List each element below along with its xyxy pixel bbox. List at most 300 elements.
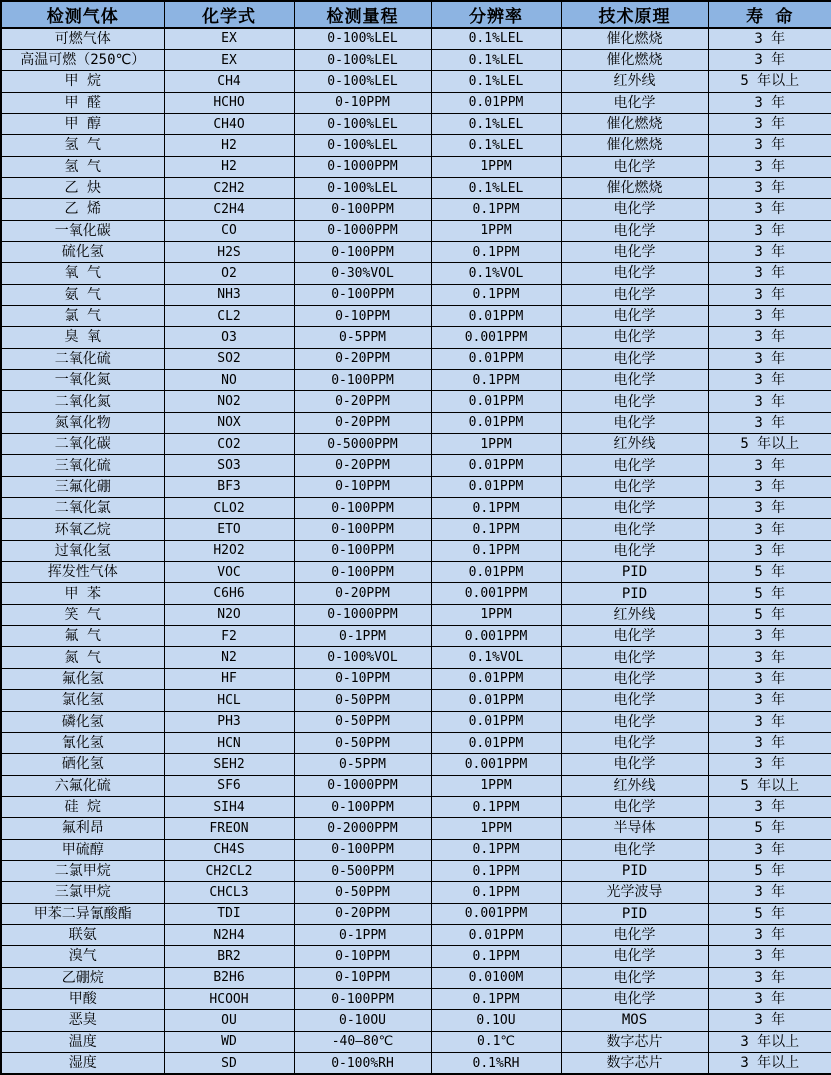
table-row	[1, 412, 831, 433]
formula-cell: NH3	[164, 284, 294, 305]
resolution-cell: 0.01PPM	[431, 455, 561, 476]
principle-cell: 催化燃烧	[561, 113, 708, 134]
table-row	[1, 818, 831, 839]
range-cell: 0-100PPM	[294, 498, 431, 519]
formula-cell: SO2	[164, 348, 294, 369]
principle-cell: 电化学	[561, 391, 708, 412]
range-cell: 0-100PPM	[294, 839, 431, 860]
principle-cell: PID	[561, 562, 708, 583]
table-row	[1, 540, 831, 561]
table-row	[1, 113, 831, 134]
formula-cell: O3	[164, 327, 294, 348]
formula-cell: SO3	[164, 455, 294, 476]
range-cell: 0-20PPM	[294, 412, 431, 433]
resolution-cell: 0.01PPM	[431, 305, 561, 326]
gas-name-cell: 乙 炔	[1, 177, 164, 198]
principle-cell: 电化学	[561, 668, 708, 689]
resolution-cell: 0.1PPM	[431, 988, 561, 1009]
lifespan-cell: 3 年	[708, 113, 831, 134]
formula-cell: HCL	[164, 690, 294, 711]
lifespan-cell: 3 年	[708, 177, 831, 198]
range-cell: -40—80℃	[294, 1031, 431, 1052]
lifespan-cell: 3 年	[708, 690, 831, 711]
range-cell: 0-100%LEL	[294, 135, 431, 156]
formula-cell: N2	[164, 647, 294, 668]
range-cell: 0-10PPM	[294, 92, 431, 113]
resolution-cell: 1PPM	[431, 775, 561, 796]
gas-name-cell: 氨 气	[1, 284, 164, 305]
gas-name-cell: 硅 烷	[1, 796, 164, 817]
table-row	[1, 924, 831, 945]
table-row	[1, 754, 831, 775]
principle-cell: 电化学	[561, 988, 708, 1009]
table-row	[1, 348, 831, 369]
table-row	[1, 690, 831, 711]
range-cell: 0-1PPM	[294, 924, 431, 945]
formula-cell: HF	[164, 668, 294, 689]
resolution-cell: 0.01PPM	[431, 562, 561, 583]
formula-cell: CO	[164, 220, 294, 241]
formula-cell: H2O2	[164, 540, 294, 561]
range-cell: 0-100PPM	[294, 540, 431, 561]
table-row	[1, 711, 831, 732]
formula-cell: N2O	[164, 604, 294, 625]
range-cell: 0-50PPM	[294, 732, 431, 753]
lifespan-cell: 3 年	[708, 519, 831, 540]
principle-cell: 电化学	[561, 455, 708, 476]
formula-cell: CO2	[164, 434, 294, 455]
resolution-cell: 0.001PPM	[431, 583, 561, 604]
gas-name-cell: 乙硼烷	[1, 967, 164, 988]
range-cell: 0-2000PPM	[294, 818, 431, 839]
table-row	[1, 220, 831, 241]
principle-cell: 电化学	[561, 412, 708, 433]
range-cell: 0-100PPM	[294, 988, 431, 1009]
range-cell: 0-10PPM	[294, 476, 431, 497]
principle-cell: 电化学	[561, 626, 708, 647]
principle-cell: 红外线	[561, 71, 708, 92]
range-cell: 0-20PPM	[294, 583, 431, 604]
resolution-cell: 0.0100M	[431, 967, 561, 988]
gas-name-cell: 硫化氢	[1, 241, 164, 262]
gas-name-cell: 笑 气	[1, 604, 164, 625]
gas-name-cell: 湿度	[1, 1053, 164, 1075]
gas-name-cell: 温度	[1, 1031, 164, 1052]
resolution-cell: 0.1%VOL	[431, 647, 561, 668]
gas-name-cell: 溴气	[1, 946, 164, 967]
gas-name-cell: 氮氧化物	[1, 412, 164, 433]
range-cell: 0-10PPM	[294, 305, 431, 326]
resolution-cell: 0.1%LEL	[431, 28, 561, 49]
table-row	[1, 156, 831, 177]
resolution-cell: 0.001PPM	[431, 626, 561, 647]
gas-name-cell: 二氧化氯	[1, 498, 164, 519]
lifespan-cell: 5 年	[708, 860, 831, 881]
formula-cell: F2	[164, 626, 294, 647]
range-cell: 0-100%LEL	[294, 113, 431, 134]
principle-cell: 催化燃烧	[561, 28, 708, 49]
gas-name-cell: 氰化氢	[1, 732, 164, 753]
lifespan-cell: 3 年	[708, 199, 831, 220]
resolution-cell: 0.1PPM	[431, 199, 561, 220]
resolution-cell: 0.1%VOL	[431, 263, 561, 284]
table-row	[1, 988, 831, 1009]
column-header-principle: 技术原理	[561, 1, 708, 28]
gas-name-cell: 乙 烯	[1, 199, 164, 220]
principle-cell: 数字芯片	[561, 1031, 708, 1052]
table-row	[1, 1031, 831, 1052]
gas-name-cell: 甲 苯	[1, 583, 164, 604]
gas-name-cell: 氢 气	[1, 135, 164, 156]
range-cell: 0-100PPM	[294, 241, 431, 262]
principle-cell: 电化学	[561, 967, 708, 988]
formula-cell: FREON	[164, 818, 294, 839]
resolution-cell: 0.1%RH	[431, 1053, 561, 1075]
formula-cell: CH4S	[164, 839, 294, 860]
table-row	[1, 583, 831, 604]
table-row	[1, 177, 831, 198]
range-cell: 0-100%LEL	[294, 49, 431, 70]
formula-cell: CH2CL2	[164, 860, 294, 881]
principle-cell: PID	[561, 903, 708, 924]
formula-cell: C2H4	[164, 199, 294, 220]
resolution-cell: 0.01PPM	[431, 711, 561, 732]
range-cell: 0-5PPM	[294, 327, 431, 348]
lifespan-cell: 5 年	[708, 818, 831, 839]
principle-cell: 电化学	[561, 711, 708, 732]
gas-name-cell: 甲 醛	[1, 92, 164, 113]
formula-cell: TDI	[164, 903, 294, 924]
lifespan-cell: 3 年	[708, 391, 831, 412]
range-cell: 0-100%RH	[294, 1053, 431, 1075]
gas-name-cell: 二氧化碳	[1, 434, 164, 455]
resolution-cell: 0.1%LEL	[431, 71, 561, 92]
table-row	[1, 391, 831, 412]
gas-name-cell: 高温可燃（250℃）	[1, 49, 164, 70]
lifespan-cell: 3 年	[708, 647, 831, 668]
range-cell: 0-100%LEL	[294, 28, 431, 49]
lifespan-cell: 3 年	[708, 476, 831, 497]
lifespan-cell: 3 年	[708, 412, 831, 433]
table-row	[1, 519, 831, 540]
principle-cell: 红外线	[561, 434, 708, 455]
formula-cell: SF6	[164, 775, 294, 796]
range-cell: 0-1000PPM	[294, 156, 431, 177]
range-cell: 0-1000PPM	[294, 604, 431, 625]
formula-cell: N2H4	[164, 924, 294, 945]
lifespan-cell: 3 年	[708, 156, 831, 177]
lifespan-cell: 3 年	[708, 348, 831, 369]
principle-cell: 电化学	[561, 156, 708, 177]
lifespan-cell: 3 年	[708, 540, 831, 561]
lifespan-cell: 3 年	[708, 924, 831, 945]
table-row	[1, 455, 831, 476]
range-cell: 0-1000PPM	[294, 220, 431, 241]
resolution-cell: 0.1PPM	[431, 946, 561, 967]
table-row	[1, 241, 831, 262]
resolution-cell: 0.01PPM	[431, 391, 561, 412]
gas-name-cell: 氟 气	[1, 626, 164, 647]
formula-cell: HCN	[164, 732, 294, 753]
table-row	[1, 135, 831, 156]
formula-cell: EX	[164, 49, 294, 70]
lifespan-cell: 3 年	[708, 263, 831, 284]
range-cell: 0-50PPM	[294, 882, 431, 903]
range-cell: 0-10OU	[294, 1010, 431, 1031]
table-row	[1, 626, 831, 647]
gas-name-cell: 一氧化氮	[1, 370, 164, 391]
resolution-cell: 0.1PPM	[431, 498, 561, 519]
resolution-cell: 0.01PPM	[431, 476, 561, 497]
gas-name-cell: 甲 烷	[1, 71, 164, 92]
lifespan-cell: 5 年以上	[708, 71, 831, 92]
resolution-cell: 1PPM	[431, 818, 561, 839]
principle-cell: 电化学	[561, 647, 708, 668]
table-row	[1, 946, 831, 967]
range-cell: 0-500PPM	[294, 860, 431, 881]
gas-name-cell: 氯 气	[1, 305, 164, 326]
range-cell: 0-100PPM	[294, 284, 431, 305]
gas-name-cell: 可燃气体	[1, 28, 164, 49]
resolution-cell: 0.01PPM	[431, 690, 561, 711]
principle-cell: 催化燃烧	[561, 135, 708, 156]
resolution-cell: 0.001PPM	[431, 903, 561, 924]
resolution-cell: 0.1℃	[431, 1031, 561, 1052]
formula-cell: H2	[164, 135, 294, 156]
formula-cell: NOX	[164, 412, 294, 433]
gas-name-cell: 氢 气	[1, 156, 164, 177]
gas-name-cell: 三氯甲烷	[1, 882, 164, 903]
formula-cell: CLO2	[164, 498, 294, 519]
resolution-cell: 1PPM	[431, 156, 561, 177]
formula-cell: CHCL3	[164, 882, 294, 903]
range-cell: 0-20PPM	[294, 903, 431, 924]
principle-cell: 电化学	[561, 519, 708, 540]
column-header-range: 检测量程	[294, 1, 431, 28]
formula-cell: SEH2	[164, 754, 294, 775]
formula-cell: CH4	[164, 71, 294, 92]
resolution-cell: 0.01PPM	[431, 924, 561, 945]
table-row	[1, 882, 831, 903]
formula-cell: H2	[164, 156, 294, 177]
range-cell: 0-100%VOL	[294, 647, 431, 668]
principle-cell: 电化学	[561, 284, 708, 305]
resolution-cell: 0.1%LEL	[431, 135, 561, 156]
gas-name-cell: 环氧乙烷	[1, 519, 164, 540]
range-cell: 0-50PPM	[294, 711, 431, 732]
range-cell: 0-10PPM	[294, 946, 431, 967]
table-row	[1, 327, 831, 348]
table-row	[1, 604, 831, 625]
range-cell: 0-20PPM	[294, 348, 431, 369]
principle-cell: PID	[561, 583, 708, 604]
range-cell: 0-20PPM	[294, 391, 431, 412]
range-cell: 0-20PPM	[294, 455, 431, 476]
resolution-cell: 0.1PPM	[431, 284, 561, 305]
formula-cell: HCOOH	[164, 988, 294, 1009]
principle-cell: 电化学	[561, 476, 708, 497]
gas-name-cell: 挥发性气体	[1, 562, 164, 583]
lifespan-cell: 5 年	[708, 562, 831, 583]
gas-name-cell: 联氨	[1, 924, 164, 945]
lifespan-cell: 5 年	[708, 583, 831, 604]
principle-cell: 电化学	[561, 690, 708, 711]
column-header-formula: 化学式	[164, 1, 294, 28]
resolution-cell: 0.01PPM	[431, 412, 561, 433]
lifespan-cell: 3 年	[708, 988, 831, 1009]
lifespan-cell: 3 年	[708, 711, 831, 732]
principle-cell: 电化学	[561, 498, 708, 519]
lifespan-cell: 3 年	[708, 455, 831, 476]
column-header-lifespan: 寿 命	[708, 1, 831, 28]
principle-cell: 电化学	[561, 92, 708, 113]
table-body	[1, 28, 831, 1074]
table-row	[1, 732, 831, 753]
resolution-cell: 0.01PPM	[431, 92, 561, 113]
header-row	[1, 1, 831, 28]
lifespan-cell: 3 年	[708, 370, 831, 391]
range-cell: 0-5PPM	[294, 754, 431, 775]
principle-cell: 电化学	[561, 348, 708, 369]
lifespan-cell: 5 年以上	[708, 434, 831, 455]
principle-cell: 光学波导	[561, 882, 708, 903]
gas-name-cell: 氯化氢	[1, 690, 164, 711]
gas-name-cell: 甲苯二异氰酸酯	[1, 903, 164, 924]
resolution-cell: 0.01PPM	[431, 732, 561, 753]
lifespan-cell: 3 年	[708, 754, 831, 775]
principle-cell: PID	[561, 860, 708, 881]
lifespan-cell: 3 年	[708, 92, 831, 113]
principle-cell: 电化学	[561, 540, 708, 561]
principle-cell: 电化学	[561, 796, 708, 817]
gas-name-cell: 二氧化氮	[1, 391, 164, 412]
gas-name-cell: 恶臭	[1, 1010, 164, 1031]
table-row	[1, 796, 831, 817]
principle-cell: 电化学	[561, 924, 708, 945]
lifespan-cell: 3 年	[708, 626, 831, 647]
lifespan-cell: 3 年	[708, 668, 831, 689]
resolution-cell: 0.1PPM	[431, 860, 561, 881]
lifespan-cell: 3 年以上	[708, 1053, 831, 1075]
gas-name-cell: 氟利昂	[1, 818, 164, 839]
formula-cell: CL2	[164, 305, 294, 326]
formula-cell: PH3	[164, 711, 294, 732]
table-row	[1, 839, 831, 860]
resolution-cell: 0.1OU	[431, 1010, 561, 1031]
table-row	[1, 860, 831, 881]
gas-name-cell: 臭 氧	[1, 327, 164, 348]
formula-cell: NO	[164, 370, 294, 391]
gas-name-cell: 二氯甲烷	[1, 860, 164, 881]
formula-cell: WD	[164, 1031, 294, 1052]
formula-cell: O2	[164, 263, 294, 284]
gas-name-cell: 二氧化硫	[1, 348, 164, 369]
gas-name-cell: 一氧化碳	[1, 220, 164, 241]
range-cell: 0-10PPM	[294, 967, 431, 988]
table-row	[1, 434, 831, 455]
principle-cell: 电化学	[561, 370, 708, 391]
range-cell: 0-100PPM	[294, 519, 431, 540]
table-row	[1, 284, 831, 305]
lifespan-cell: 3 年	[708, 28, 831, 49]
formula-cell: CH4O	[164, 113, 294, 134]
table-row	[1, 71, 831, 92]
resolution-cell: 0.01PPM	[431, 348, 561, 369]
formula-cell: EX	[164, 28, 294, 49]
formula-cell: C6H6	[164, 583, 294, 604]
principle-cell: 催化燃烧	[561, 177, 708, 198]
formula-cell: VOC	[164, 562, 294, 583]
lifespan-cell: 3 年	[708, 135, 831, 156]
principle-cell: 电化学	[561, 754, 708, 775]
gas-name-cell: 氮 气	[1, 647, 164, 668]
lifespan-cell: 3 年	[708, 305, 831, 326]
gas-name-cell: 六氟化硫	[1, 775, 164, 796]
range-cell: 0-100%LEL	[294, 71, 431, 92]
resolution-cell: 0.1%LEL	[431, 177, 561, 198]
lifespan-cell: 3 年	[708, 946, 831, 967]
lifespan-cell: 3 年	[708, 49, 831, 70]
resolution-cell: 1PPM	[431, 434, 561, 455]
principle-cell: 红外线	[561, 775, 708, 796]
principle-cell: 电化学	[561, 305, 708, 326]
formula-cell: HCHO	[164, 92, 294, 113]
resolution-cell: 0.1PPM	[431, 540, 561, 561]
table-row	[1, 92, 831, 113]
gas-name-cell: 氟化氢	[1, 668, 164, 689]
principle-cell: 电化学	[561, 263, 708, 284]
gas-name-cell: 甲 醇	[1, 113, 164, 134]
table-row	[1, 305, 831, 326]
resolution-cell: 0.1PPM	[431, 839, 561, 860]
resolution-cell: 0.1PPM	[431, 882, 561, 903]
resolution-cell: 0.001PPM	[431, 327, 561, 348]
gas-name-cell: 三氧化硫	[1, 455, 164, 476]
formula-cell: BR2	[164, 946, 294, 967]
resolution-cell: 0.01PPM	[431, 668, 561, 689]
lifespan-cell: 3 年	[708, 1010, 831, 1031]
principle-cell: 电化学	[561, 199, 708, 220]
resolution-cell: 1PPM	[431, 220, 561, 241]
table-row	[1, 49, 831, 70]
lifespan-cell: 3 年	[708, 327, 831, 348]
range-cell: 0-50PPM	[294, 690, 431, 711]
table-row	[1, 1010, 831, 1031]
resolution-cell: 0.1%LEL	[431, 113, 561, 134]
lifespan-cell: 3 年	[708, 284, 831, 305]
gas-name-cell: 硒化氢	[1, 754, 164, 775]
formula-cell: SIH4	[164, 796, 294, 817]
table-row	[1, 199, 831, 220]
formula-cell: OU	[164, 1010, 294, 1031]
formula-cell: SD	[164, 1053, 294, 1075]
lifespan-cell: 3 年	[708, 882, 831, 903]
range-cell: 0-5000PPM	[294, 434, 431, 455]
column-header-resolution: 分辨率	[431, 1, 561, 28]
table-row	[1, 28, 831, 49]
range-cell: 0-10PPM	[294, 668, 431, 689]
table-row	[1, 1053, 831, 1075]
range-cell: 0-100%LEL	[294, 177, 431, 198]
principle-cell: 红外线	[561, 604, 708, 625]
range-cell: 0-100PPM	[294, 370, 431, 391]
lifespan-cell: 5 年以上	[708, 775, 831, 796]
resolution-cell: 0.1PPM	[431, 370, 561, 391]
table-row	[1, 647, 831, 668]
principle-cell: 电化学	[561, 732, 708, 753]
lifespan-cell: 5 年	[708, 903, 831, 924]
resolution-cell: 0.1PPM	[431, 796, 561, 817]
